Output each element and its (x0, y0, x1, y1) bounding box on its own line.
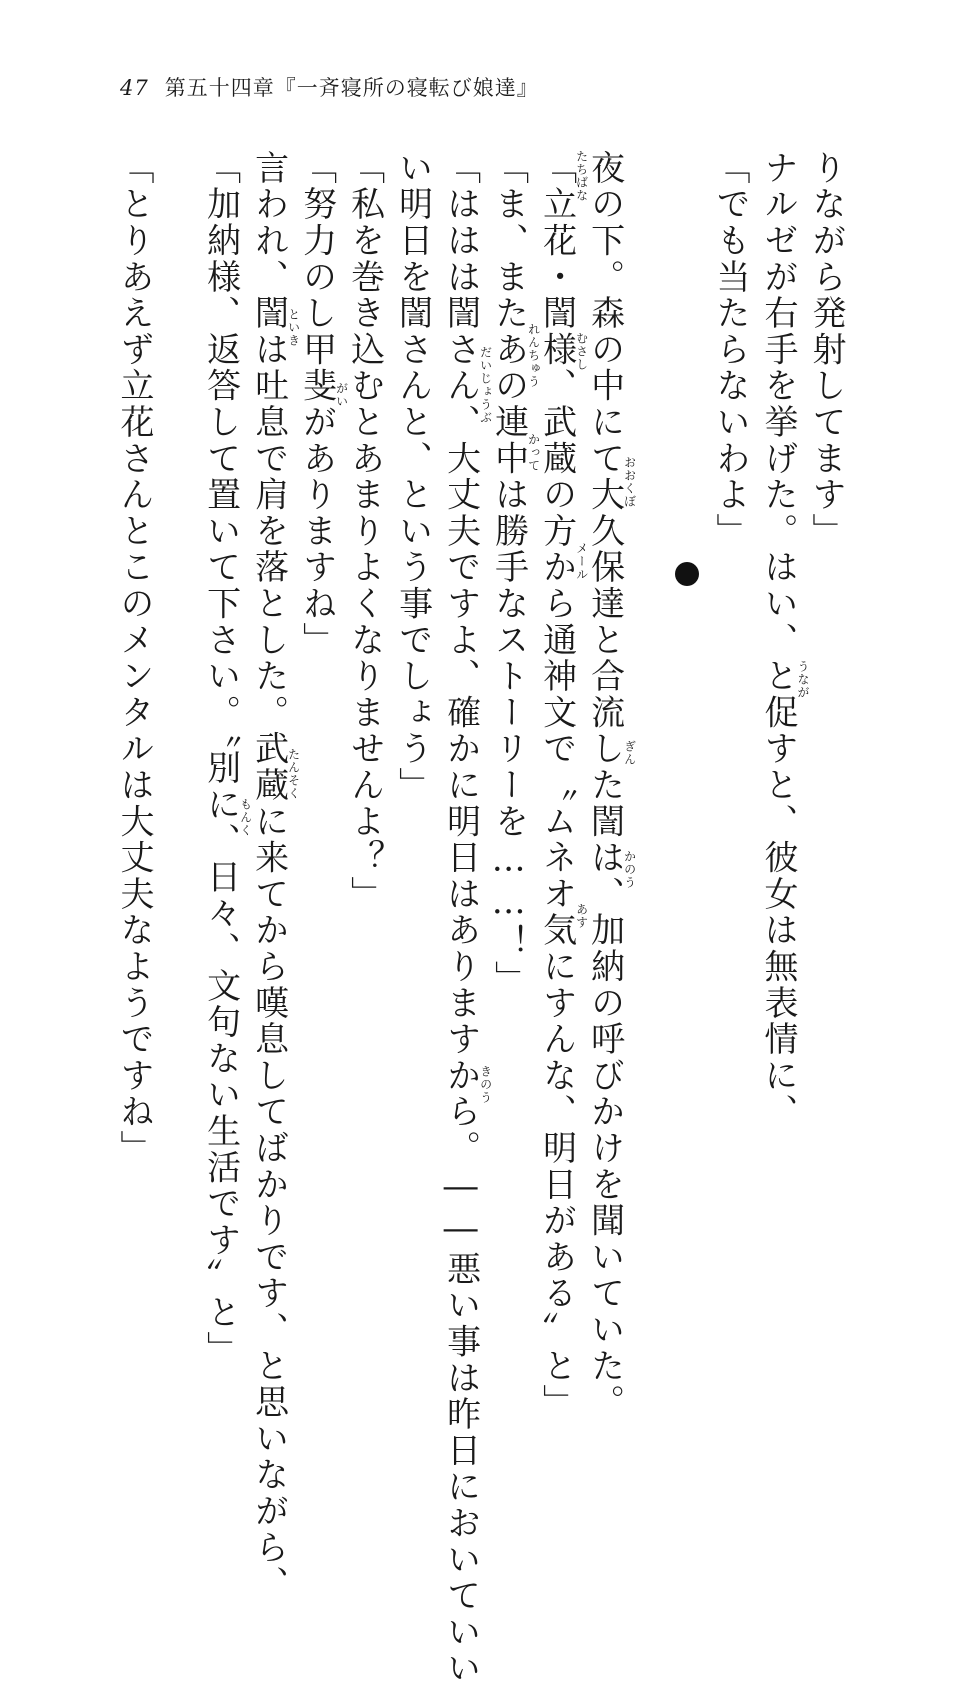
furigana: かのう (622, 850, 637, 889)
line-text: 言われ、誾は吐息で肩を落とした。武蔵に来てから嘆息してばかりです、と思いながら、 (248, 150, 289, 1602)
text-line (485, 150, 541, 1330)
line-text: 「立花・誾様、武蔵の方から通神文で〝ムネオ気にすんな、明日がある〟と」 (536, 150, 577, 1421)
furigana: かって (526, 433, 541, 472)
text-line (341, 150, 389, 1330)
text-line (197, 150, 253, 1368)
furigana: うなが (796, 660, 810, 699)
scene-break (667, 150, 706, 1330)
line-text: 「私を巻き込むとあまりよくなりませんよ？」 (344, 150, 385, 913)
furigana: メール (574, 542, 589, 581)
furigana: もんく (238, 798, 253, 837)
line-text: 「加納様、返答して置いて下さい。〝別に、日々、文句ない生活です〟と」 (200, 150, 241, 1368)
furigana: れんちゅう (526, 323, 541, 388)
furigana: おおくぼ (622, 456, 637, 508)
page-number: 47 (120, 76, 149, 100)
vertical-body-text (110, 150, 850, 1687)
text-line (802, 150, 850, 1330)
text-line (437, 150, 493, 1687)
line-text: ナルゼが右手を挙げた。はい、と促すと、彼女は無表情に、 (758, 150, 798, 1131)
line-text: 「ま、またあの連中は勝手なストーリーを……！」 (488, 150, 529, 997)
text-line (245, 150, 301, 1602)
blank-line (158, 150, 197, 1330)
text-line (754, 150, 810, 1330)
line-text: 夜の下。森の中にて大久保達と合流した誾は、加納の呼びかけを聞いていた。 (584, 150, 625, 1421)
furigana: むさし (574, 332, 589, 371)
line-text: 「ははは誾さん、大丈夫ですよ、確かに明日はありますから。――悪い事は昨日においていい (440, 150, 481, 1687)
text-line (581, 150, 637, 1421)
text-line (706, 150, 754, 1330)
line-text: 「でも当たらないわよ」 (710, 150, 750, 550)
text-line (389, 150, 437, 1330)
furigana: だいじょうぶ (478, 346, 493, 424)
furigana: といき (286, 308, 301, 347)
furigana: あす (574, 903, 589, 929)
furigana: たちばな (574, 150, 589, 202)
text-line (110, 150, 158, 1330)
line-text: りながら発射してます」 (806, 150, 846, 550)
furigana: たんそく (286, 748, 301, 800)
chapter-title: 第五十四章『一斉寝所の寝転び娘達』 (164, 76, 539, 100)
line-text: い明日を誾さんと、という事でしょう」 (392, 150, 433, 804)
furigana: きのう (478, 1065, 493, 1104)
furigana: ぎん (622, 740, 637, 766)
scene-break-dot (675, 562, 699, 586)
running-head (120, 72, 539, 102)
line-text: 「とりあえず立花さんとこのメンタルは大丈夫なようですね」 (113, 150, 154, 1167)
line-text: 「努力のし甲斐がありますね」 (296, 150, 337, 659)
furigana: がい (334, 382, 349, 408)
